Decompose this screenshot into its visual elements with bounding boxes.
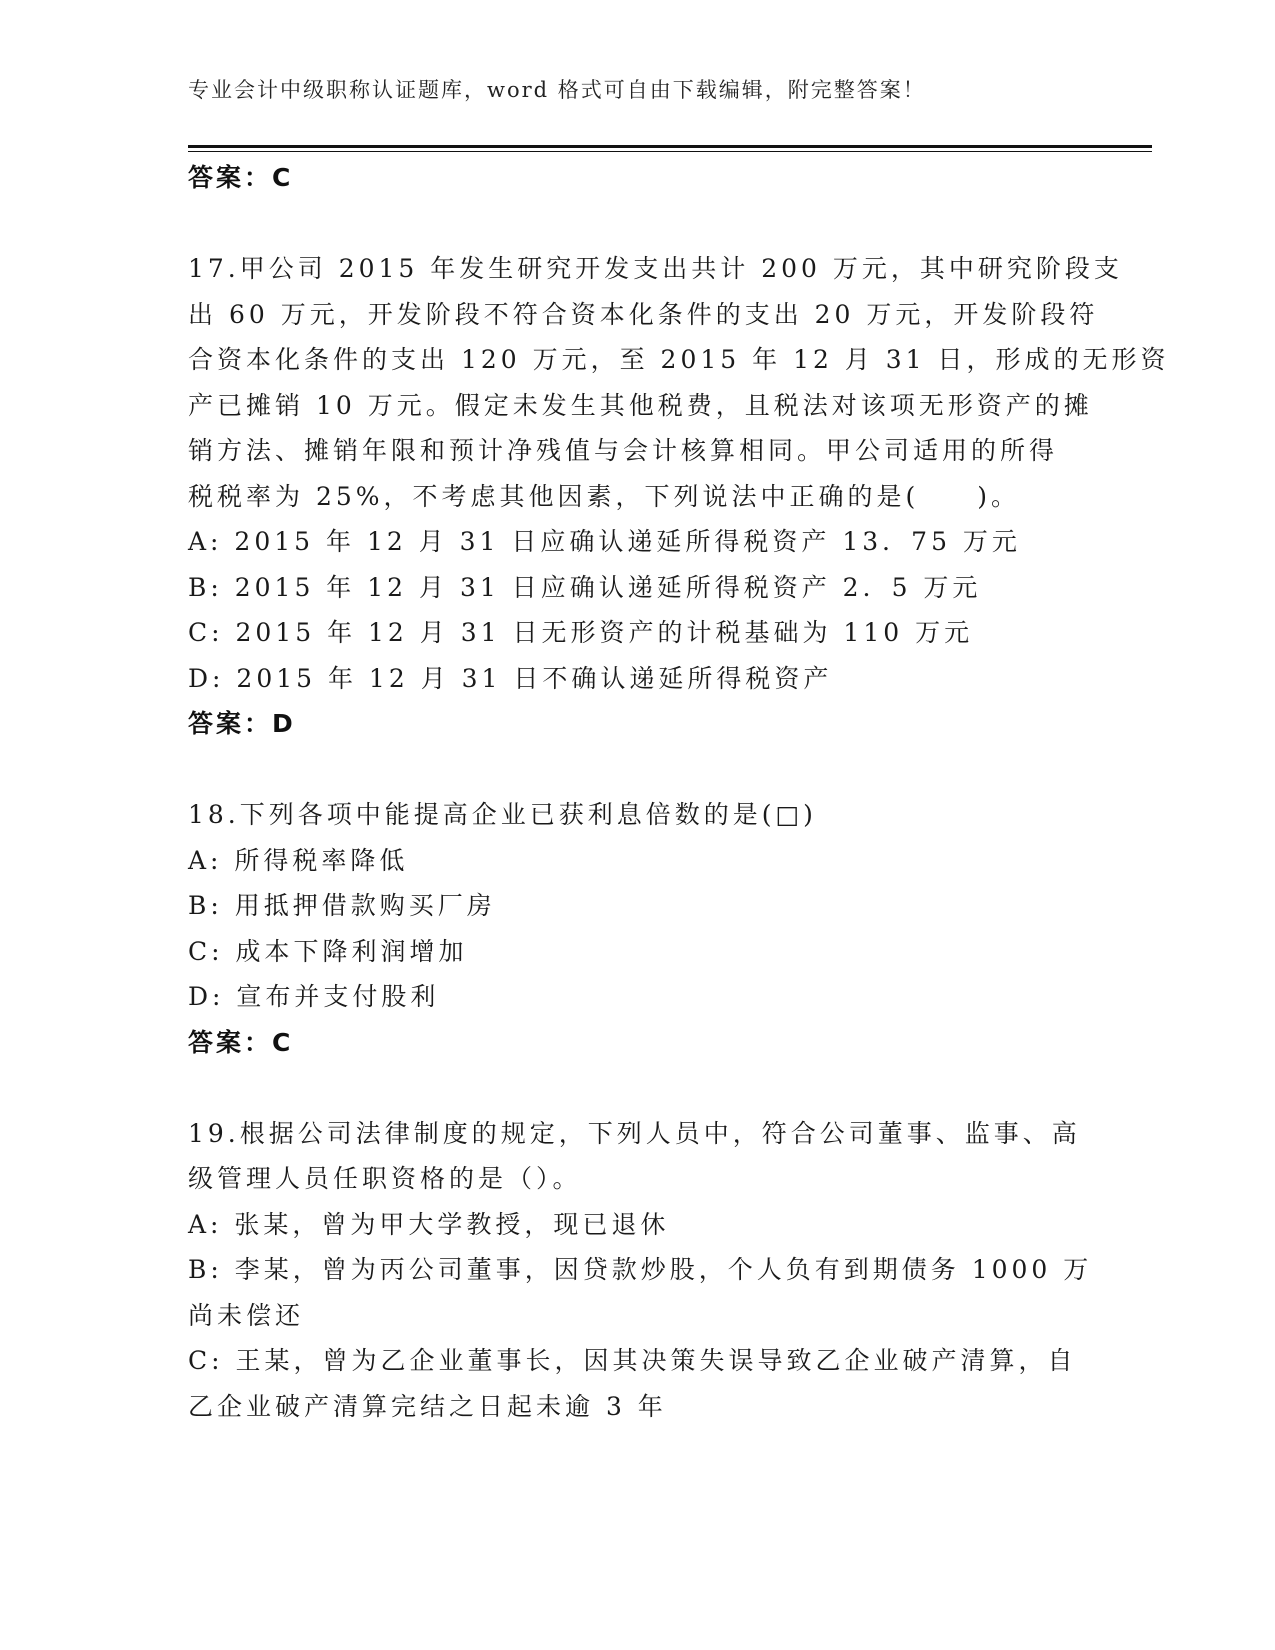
question-text-line: 产已摊销 10 万元。假定未发生其他税费，且税法对该项无形资产的摊 [188,390,1093,420]
option-a: A: 张某，曾为甲大学教授，现已退休 [188,1209,670,1239]
answer: 答案：C [188,1027,294,1057]
question-text-line: 18.下列各项中能提高企业已获利息倍数的是(□) [188,800,817,829]
question-text-line: 出 60 万元，开发阶段不符合资本化条件的支出 20 万元，开发阶段符 [188,299,1099,329]
option-c: C: 成本下降利润增加 [188,936,468,966]
page-header: 专业会计中级职称认证题库，word 格式可自由下载编辑，附完整答案！ [188,78,926,102]
option-c-continued: 乙企业破产清算完结之日起未逾 3 年 [188,1391,667,1421]
question-18 [188,792,1078,1065]
option-b-continued: 尚未偿还 [188,1300,305,1330]
question-text-line: 19.根据公司法律制度的规定，下列人员中，符合公司董事、监事、高 [188,1118,1081,1148]
question-19 [188,1111,1093,1430]
question-text-line: 税税率为 25%，不考虑其他因素，下列说法中正确的是( )。 [188,481,1021,511]
document-body [188,155,1170,1429]
question-text-line: 合资本化条件的支出 120 万元，至 2015 年 12 月 31 日，形成的无形资 [188,345,1170,374]
option-b: B: 用抵押借款购买厂房 [188,891,496,920]
option-d: D: 宣布并支付股利 [188,982,440,1011]
option-c: C: 2015 年 12 月 31 日无形资产的计税基础为 110 万元 [188,618,974,647]
option-a: A: 2015 年 12 月 31 日应确认递延所得税资产 13．75 万元 [188,527,1021,556]
question-text-line: 销方法、摊销年限和预计净残值与会计核算相同。甲公司适用的所得 [188,436,1059,465]
option-b: B: 2015 年 12 月 31 日应确认递延所得税资产 2．5 万元 [188,572,982,602]
header-rule [188,145,1152,148]
question-text-line: 17.甲公司 2015 年发生研究开发支出共计 200 万元，其中研究阶段支 [188,254,1123,283]
previous-answer: 答案：C [188,163,294,192]
question-text-line: 级管理人员任职资格的是（）。 [188,1164,582,1193]
option-b: B: 李某，曾为丙公司董事，因贷款炒股，个人负有到期债务 1000 万 [188,1255,1093,1284]
answer: 答案：D [188,709,296,738]
option-d: D: 2015 年 12 月 31 日不确认递延所得税资产 [188,663,833,693]
header-rule-thin [188,151,1152,152]
option-a: A: 所得税率降低 [188,845,409,875]
option-c: C: 王某，曾为乙企业董事长，因其决策失误导致乙企业破产清算，自 [188,1346,1077,1375]
question-17 [188,246,1170,747]
